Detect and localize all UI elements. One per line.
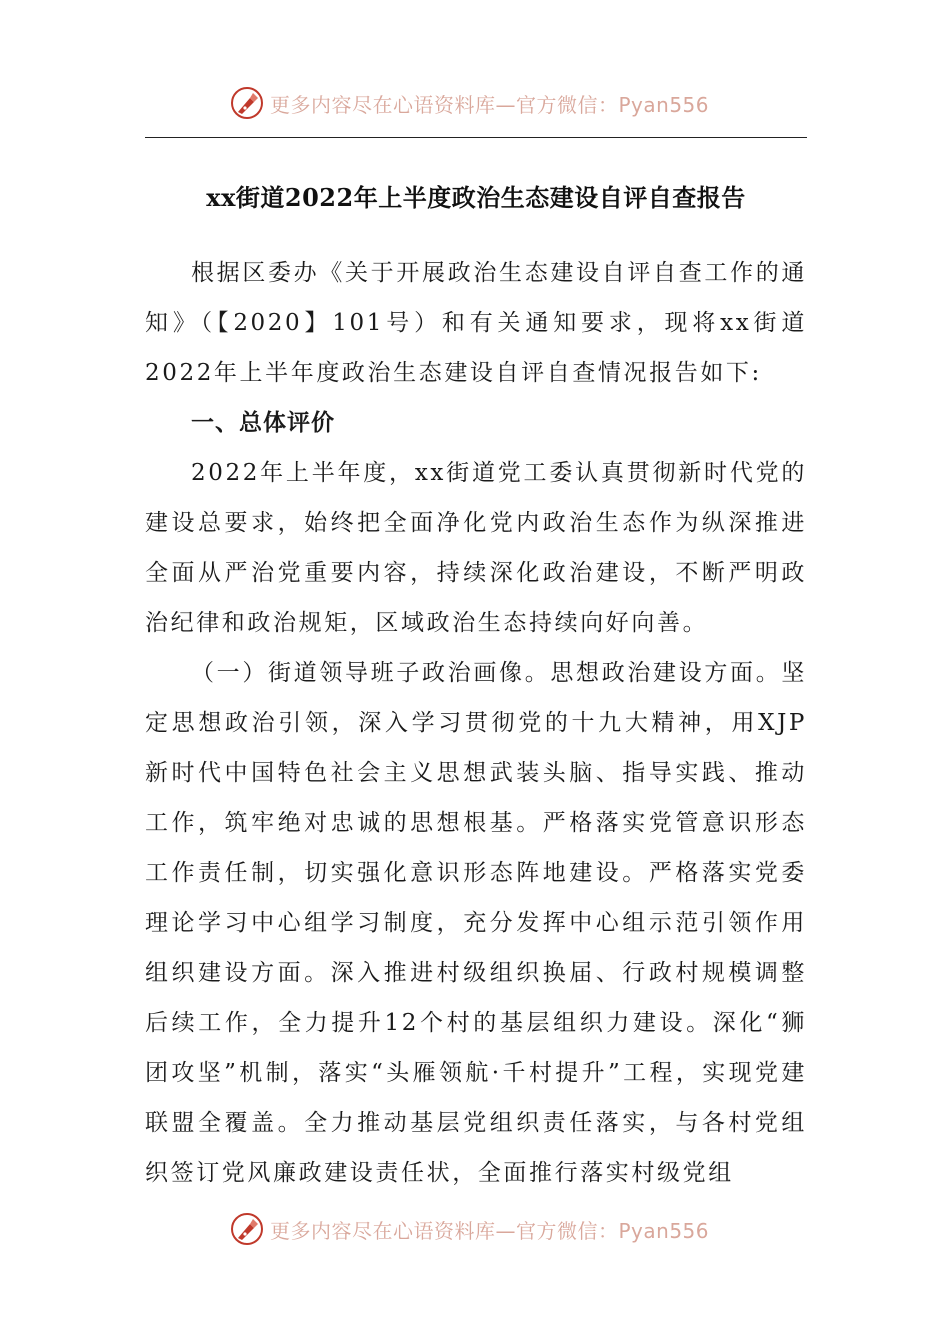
footer-banner-text: 更多内容尽在心语资料库—官方微信：Pyan556 — [270, 1218, 710, 1243]
pen-nib-logo-icon — [230, 86, 264, 120]
document-title: xx街道2022年上半度政治生态建设自评自查报告 — [206, 183, 746, 212]
header-banner — [230, 83, 709, 123]
header-divider — [145, 137, 807, 138]
section-heading: 一、总体评价 — [191, 410, 335, 436]
pen-nib-logo-icon — [230, 1212, 264, 1246]
leadership-paragraph: （一）街道领导班子政治画像。思想政治建设方面。坚定思想政治引领，深入学习贯彻党的十九大精神，用XJP新时代中国特色社会主义思想武装头脑、指导实践、推动工作，筑牢绝对忠诚的思想根基。严格落实党管意识形态工作责任制，切实强化意识形态阵地建设。严格落实党委理论学习中心组学习制度，充分发挥中心组示范引领作用组织建设方面。深入推进村级组织换届、行政村规模调整后续工作，全力提升12个村的基层组织力建设。深化“狮团攻坚”机制，落实“头雁领航·千村提升”工程，实现党建联盟全覆盖。全力推动基层党组织责任落实，与各村党组织签订党风廉政建设责任状，全面推行落实村级党组 — [145, 660, 807, 1186]
header-banner-text: 更多内容尽在心语资料库—官方微信：Pyan556 — [270, 92, 710, 117]
overview-paragraph: 2022年上半年度，xx街道党工委认真贯彻新时代党的建设总要求，始终把全面净化党内政治生态作为纵深推进全面从严治党重要内容，持续深化政治建设，不断严明政治纪律和政治规矩，区域政治生态持续向好向善。 — [145, 460, 807, 636]
intro-paragraph: 根据区委办《关于开展政治生态建设自评自查工作的通知》（【2020】101号）和有关通知要求，现将xx街道2022年上半年度政治生态建设自评自查情况报告如下: — [145, 260, 807, 386]
footer-banner — [230, 1209, 709, 1249]
document-body — [145, 248, 807, 1198]
